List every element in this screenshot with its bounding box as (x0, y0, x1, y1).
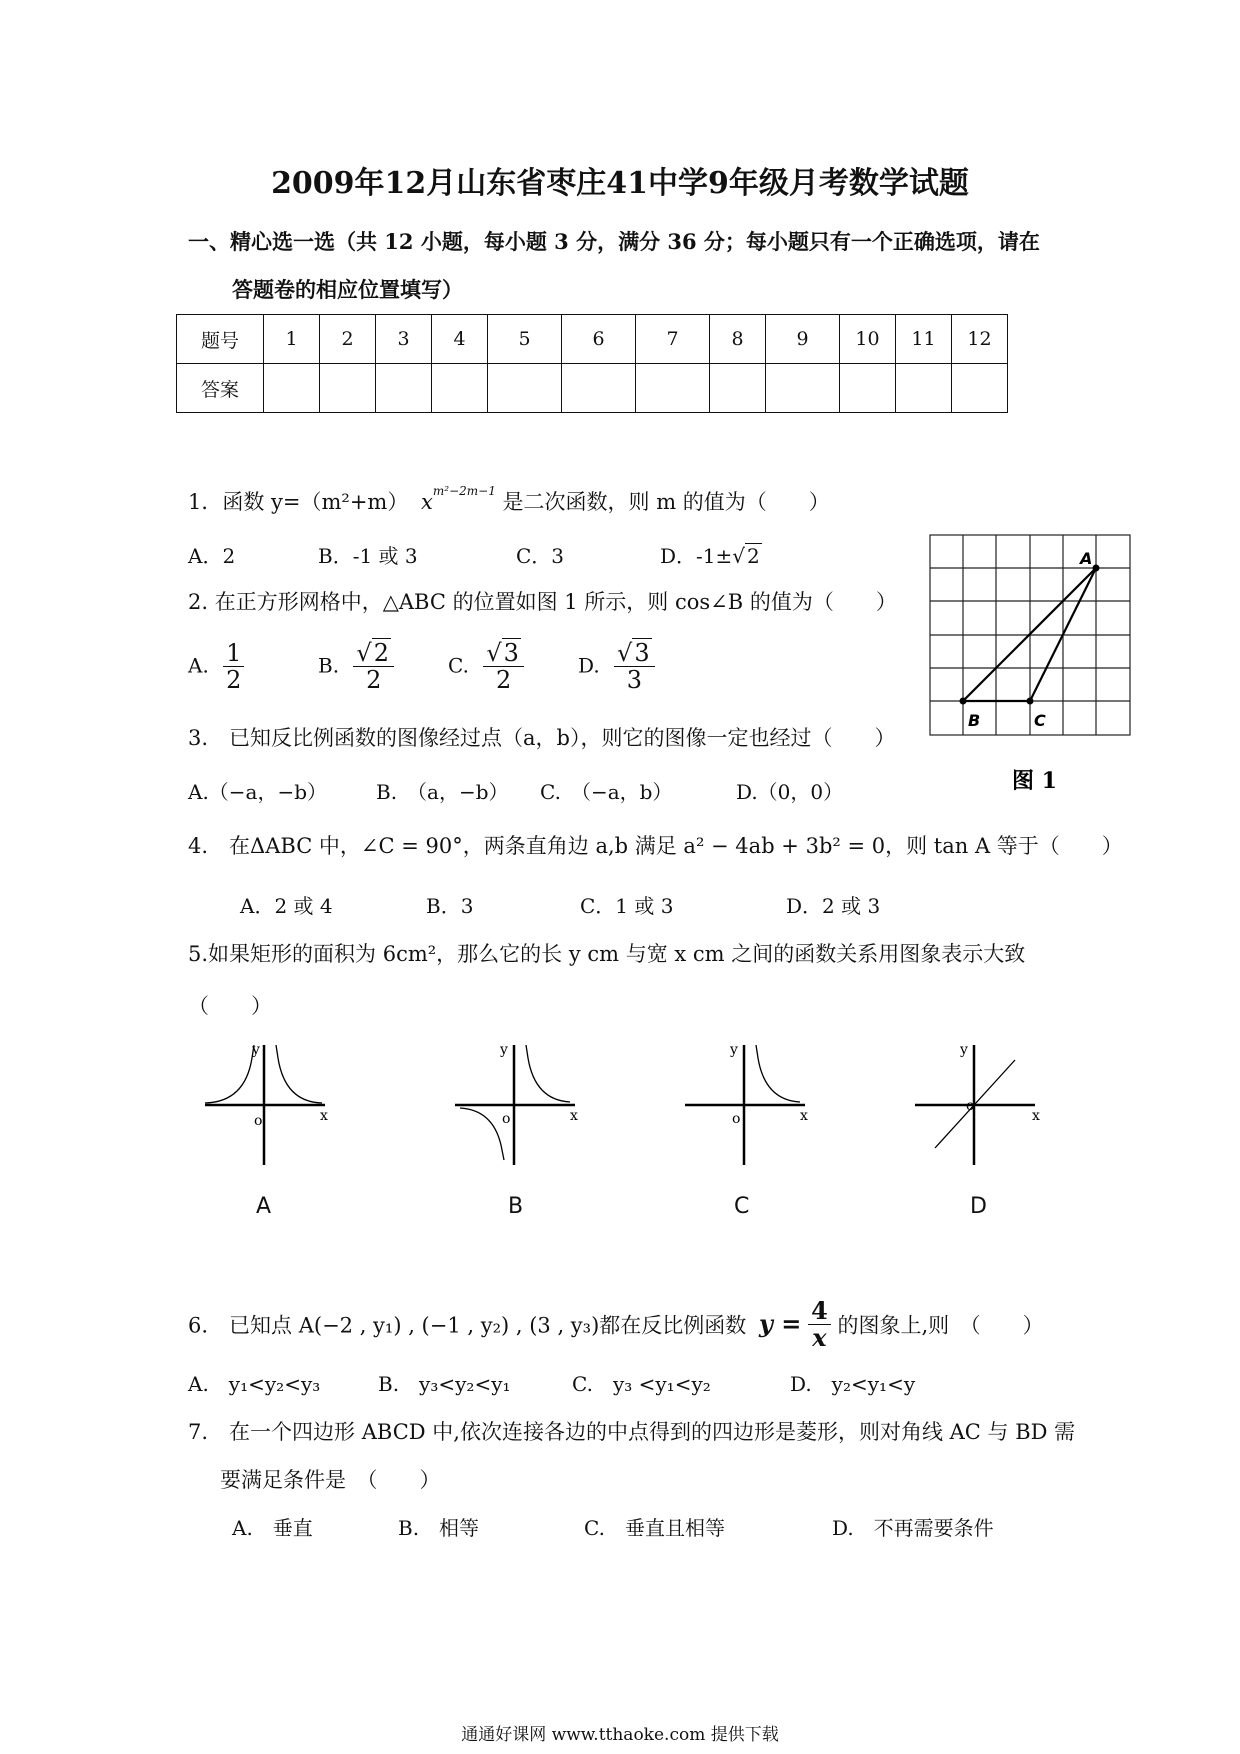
answer-table-header-row (177, 315, 1008, 364)
answer-table-number: 1 (264, 315, 320, 364)
x-label: x (320, 1108, 328, 1124)
q1-prefix: 1．函数 y=（m²+m） (188, 490, 409, 514)
x-label: x (800, 1108, 808, 1124)
answer-cell[interactable] (376, 364, 432, 413)
label-c: C (1034, 711, 1046, 730)
footer: 通通好课网 www.tthaoke.com 提供下载 (461, 1725, 779, 1745)
denominator: 3 (626, 666, 642, 695)
q7-option-a: A. 垂直 (232, 1516, 313, 1540)
answer-table (176, 314, 1008, 413)
q2-option-d-fraction (614, 640, 655, 694)
q6-suffix: 的图象上,则 （ ） (837, 1313, 1044, 1338)
y-label: y (252, 1042, 260, 1058)
question-3: 3. 已知反比例函数的图像经过点（a，b），则它的图像一定也经过（ ） (188, 726, 896, 750)
answer-cell[interactable] (636, 364, 710, 413)
graph-label-a: A (256, 1194, 272, 1219)
q2-option-c-fraction (483, 640, 524, 694)
q1-exponent: m²−2m−1 (432, 484, 496, 498)
question-6 (188, 1298, 1044, 1352)
q2-option-c (448, 640, 524, 694)
answer-cell[interactable] (896, 364, 952, 413)
figure-1-caption: 图 1 (1012, 768, 1057, 794)
q2-option-d-letter: D. (578, 653, 600, 678)
answer-cell[interactable] (320, 364, 376, 413)
answer-cell[interactable] (562, 364, 636, 413)
origin-label: o (254, 1113, 263, 1129)
q3-option-c: C. （−a，b） (540, 780, 673, 804)
origin-label: o (966, 1098, 975, 1114)
q2-option-b-fraction (353, 640, 394, 694)
figure-1-grid (920, 530, 1140, 800)
q4-option-b: B．3 (426, 894, 474, 918)
q1-option-d (660, 540, 762, 569)
answer-cell[interactable] (766, 364, 840, 413)
q6-option-c: C. y₃ <y₁<y₂ (572, 1372, 711, 1396)
denominator: 2 (366, 666, 382, 695)
graph-label-c: C (734, 1194, 750, 1219)
graph-label-d: D (970, 1194, 987, 1219)
q1-suffix: 是二次函数，则 m 的值为（ ） (502, 490, 830, 514)
q1-option-d-radicand: 2 (747, 544, 760, 568)
y-label: y (960, 1042, 968, 1058)
radicand: 3 (634, 639, 650, 667)
q7-option-b: B. 相等 (398, 1516, 480, 1540)
q4-option-a: A．2 或 4 (240, 894, 333, 918)
point-a (1093, 565, 1100, 572)
q6-option-a: A. y₁<y₂<y₃ (188, 1372, 321, 1396)
q6-option-d: D. y₂<y₁<y (790, 1372, 916, 1396)
graph-label-b: B (508, 1194, 524, 1219)
radicand: 3 (503, 639, 519, 667)
label-a: A (1080, 549, 1093, 568)
numerator: 1 (223, 640, 244, 667)
q1-option-d-text: D．-1± (660, 544, 733, 568)
answer-cell[interactable] (264, 364, 320, 413)
graph-b (450, 1040, 590, 1170)
q7-option-c: C. 垂直且相等 (584, 1516, 725, 1540)
y-label: y (500, 1042, 508, 1058)
answer-cell[interactable] (432, 364, 488, 413)
q1-option-c: C．3 (516, 544, 565, 568)
answer-cell[interactable] (710, 364, 766, 413)
answer-table-number: 3 (376, 315, 432, 364)
q2-option-c-letter: C. (448, 653, 469, 678)
answer-table-number: 6 (562, 315, 636, 364)
graph-d (910, 1040, 1050, 1170)
section-heading-line1: 一、精心选一选（共 12 小题，每小题 3 分，满分 36 分；每小题只有一个正确选项，请在 (188, 229, 1040, 254)
question-4: 4. 在ΔABC 中，∠C = 90°，两条直角边 a,b 满足 a² − 4ab + 3b² = 0，则 tan A 等于（ ） (188, 834, 1123, 858)
answer-cell[interactable] (840, 364, 896, 413)
q2-option-a-fraction (223, 640, 244, 694)
q3-option-d: D.（0，0） (736, 780, 844, 804)
answer-table-number: 4 (432, 315, 488, 364)
radicand: 2 (373, 639, 389, 667)
sqrt-icon: √ (732, 544, 746, 568)
q2-option-a (188, 640, 244, 694)
answer-table-number: 11 (896, 315, 952, 364)
x-label: x (570, 1108, 578, 1124)
question-2: 2. 在正方形网格中，△ABC 的位置如图 1 所示，则 cos∠B 的值为（ ） (188, 590, 897, 614)
q2-option-b-letter: B. (318, 653, 340, 678)
denominator: 2 (495, 666, 512, 695)
q4-option-c: C．1 或 3 (580, 894, 674, 918)
question-7: 7. 在一个四边形 ABCD 中,依次连接各边的中点得到的四边形是菱形，则对角线 AC 与 BD 需 (188, 1420, 1076, 1444)
numerator: √3 (483, 640, 524, 667)
section-heading-line2: 答题卷的相应位置填写） (232, 277, 463, 302)
numerator: √3 (614, 640, 655, 667)
answer-table-answer-row (177, 364, 1008, 413)
point-c (1027, 698, 1034, 705)
answer-table-number: 10 (840, 315, 896, 364)
q3-option-a: A.（−a，−b） (188, 780, 328, 804)
q2-option-d (578, 640, 655, 694)
answer-table-number: 9 (766, 315, 840, 364)
q1-option-a: A．2 (188, 544, 236, 568)
y-label: y (730, 1042, 738, 1058)
answer-table-row-label: 答案 (177, 364, 264, 413)
answer-cell[interactable] (488, 364, 562, 413)
question-5-line2: （ ） (188, 994, 272, 1018)
curve-left (460, 1108, 504, 1160)
q2-option-b (318, 640, 394, 694)
curve-right (526, 1045, 570, 1102)
origin-label: o (732, 1111, 741, 1127)
answer-table-number: 12 (952, 315, 1008, 364)
answer-table-number: 5 (488, 315, 562, 364)
numerator: 4 (808, 1298, 831, 1325)
denominator: x (812, 1323, 827, 1353)
question-7-line2: 要满足条件是 （ ） (220, 1468, 441, 1492)
answer-cell[interactable] (952, 364, 1008, 413)
q2-option-a-letter: A. (188, 653, 209, 678)
curve-left (205, 1045, 254, 1103)
q6-option-b: B. y₃<y₂<y₁ (378, 1372, 511, 1396)
curve-right (756, 1045, 800, 1102)
denominator: 2 (226, 666, 242, 695)
q4-option-d: D．2 或 3 (786, 894, 881, 918)
question-5: 5.如果矩形的面积为 6cm²，那么它的长 y cm 与宽 x cm 之间的函数关系用图象表示大致 (188, 942, 1026, 966)
q7-option-d: D. 不再需要条件 (832, 1516, 994, 1540)
graph-c (680, 1040, 820, 1170)
answer-table-row-label: 题号 (177, 315, 264, 364)
origin-label: o (502, 1111, 511, 1127)
answer-table-number: 7 (636, 315, 710, 364)
page-title: 2009年12月山东省枣庄41中学9年级月考数学试题 (271, 166, 969, 201)
q6-func-fraction (808, 1298, 831, 1352)
q1-option-b: B．-1 或 3 (318, 544, 418, 568)
graph-a (200, 1040, 340, 1170)
numerator: √2 (353, 640, 394, 667)
q1-base: x (421, 490, 433, 514)
q3-option-b: B. （a，−b） (376, 780, 509, 804)
label-b: B (968, 711, 981, 730)
answer-table-number: 8 (710, 315, 766, 364)
answer-table-number: 2 (320, 315, 376, 364)
x-label: x (1032, 1108, 1040, 1124)
point-b (960, 698, 967, 705)
q6-func-lhs: y = (758, 1309, 802, 1339)
curve-right (276, 1045, 322, 1103)
question-1 (188, 486, 830, 516)
q6-text: 6. 已知点 A(−2 , y₁) , (−1 , y₂) , (3 , y₃)都在反比例函数 (188, 1313, 747, 1338)
